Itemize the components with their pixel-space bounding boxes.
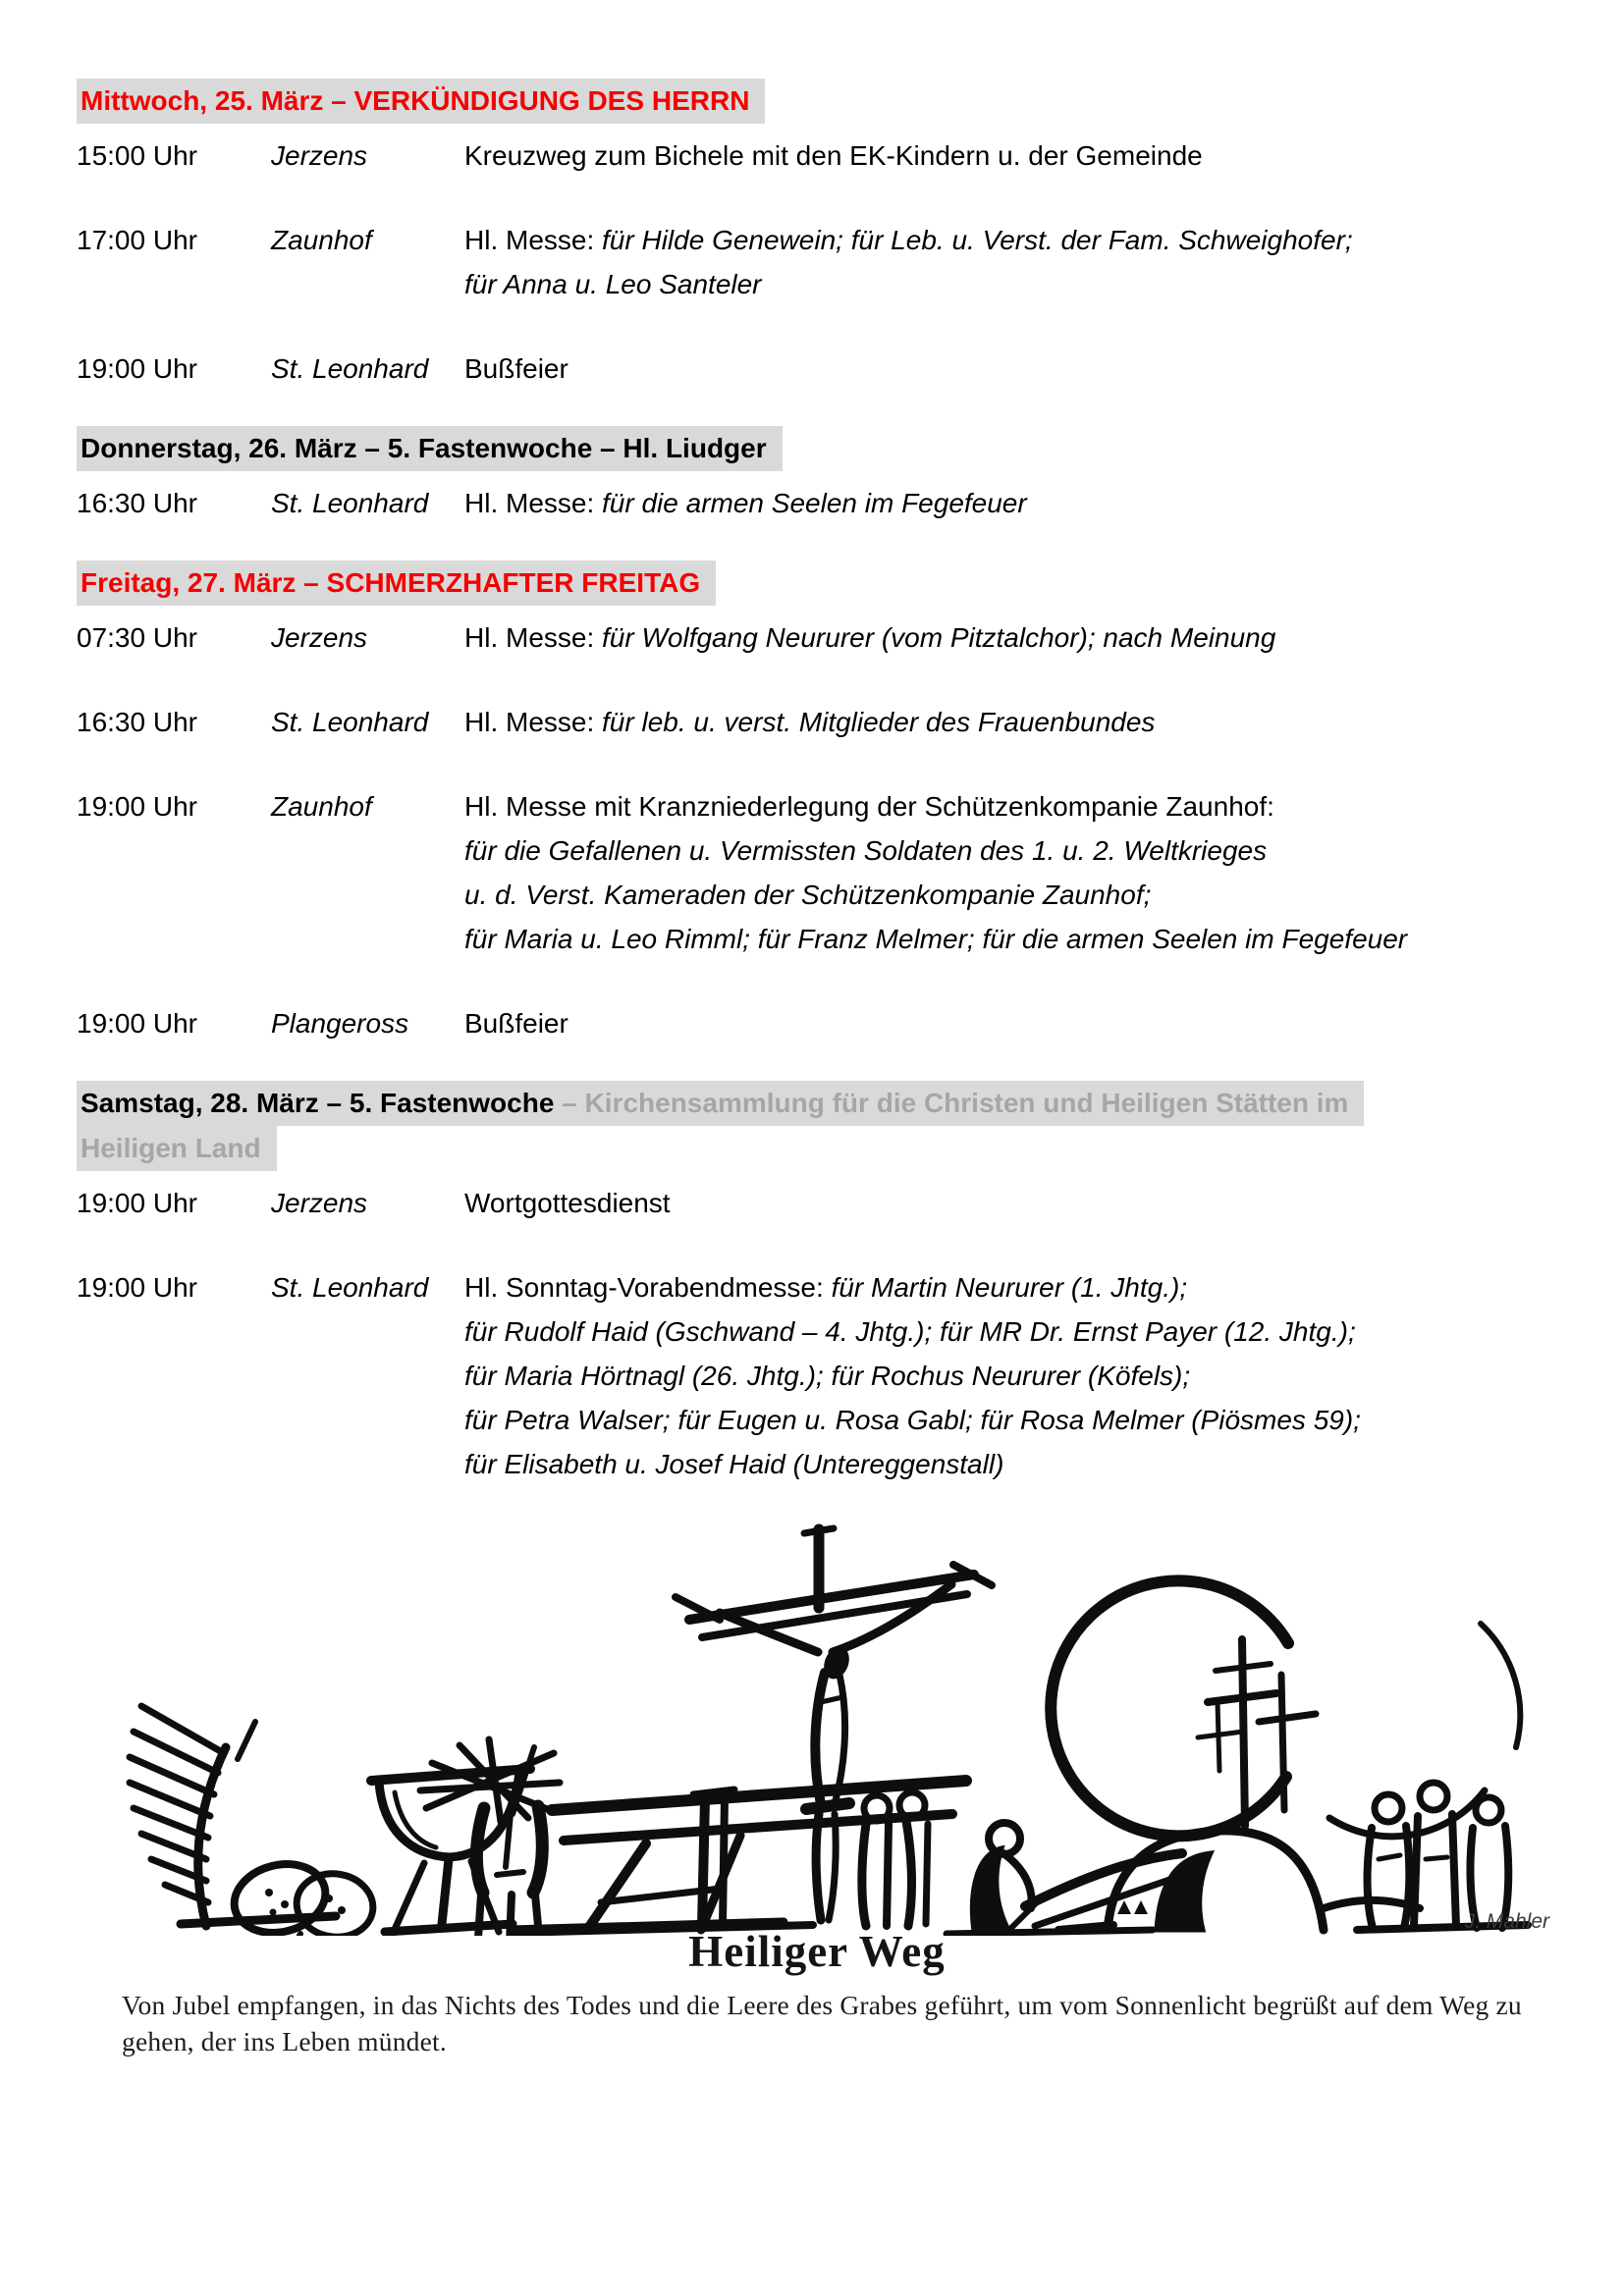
time-cell: 07:30 Uhr [77,622,197,653]
time-cell: 16:30 Uhr [77,707,197,737]
heading-highlight [77,1081,1364,1126]
description-text: für Maria Hörtnagl (26. Jhtg.); für Rochus Neururer (Köfels); [464,1361,1191,1391]
heading-text: Donnerstag, 26. März – 5. Fastenwoche – Hl. Liudger [81,433,767,463]
description-text: für leb. u. verst. Mitglieder des Frauenbundes [602,707,1156,737]
description-line [464,347,1565,391]
day-heading [77,426,1565,471]
bulletin-content [77,79,1565,2059]
location-cell: Zaunhof [271,225,372,255]
heading-highlight [77,426,783,471]
schedule-row [77,1001,1565,1045]
description-text: für Petra Walser; für Eugen u. Rosa Gabl; für Rosa Melmer (Piösmes 59); [464,1405,1361,1435]
schedule-row [77,615,1565,660]
description-text: für Martin Neururer (1. Jhtg.); [831,1272,1188,1303]
description-text: für Hilde Genewein; für Leb. u. Verst. der Fam. Schweighofer; [602,225,1353,255]
location-cell: Jerzens [271,140,368,171]
figure-title: Heiliger Weg [688,1927,946,1976]
location-cell: St. Leonhard [271,353,429,384]
schedule-row [77,218,1565,306]
time-cell: 19:00 Uhr [77,1008,197,1039]
location-cell: St. Leonhard [271,707,429,737]
heading-text: Samstag, 28. März – 5. Fastenwoche [81,1088,555,1118]
time-cell: 19:00 Uhr [77,1188,197,1218]
description-text: für Rudolf Haid (Gschwand – 4. Jhtg.); für MR Dr. Ernst Payer (12. Jhtg.); [464,1316,1356,1347]
location-cell: Jerzens [271,1188,368,1218]
schedule-row [77,347,1565,391]
description-cell [464,347,1565,391]
description-line [464,784,1565,828]
description-text: u. d. Verst. Kameraden der Schützenkompanie Zaunhof; [464,880,1152,910]
description-line [464,1265,1565,1309]
description-line [464,218,1565,262]
description-text: Wortgottesdienst [464,1188,671,1218]
time-cell: 19:00 Uhr [77,791,197,822]
day-heading-line [77,79,1565,124]
day-heading [77,561,1565,606]
heading-highlight [77,561,716,606]
description-line [464,1354,1565,1398]
description-line [464,133,1565,178]
description-text: Bußfeier [464,353,568,384]
schedule-row [77,133,1565,178]
heading-text: – Kirchensammlung für die Christen und Heiligen Stätten im [554,1088,1349,1118]
description-text: für die armen Seelen im Fegefeuer [602,488,1027,518]
calvary-crosses-sketch [1198,1639,1316,1826]
time-cell: 19:00 Uhr [77,353,197,384]
figure-caption: Von Jubel empfangen, in das Nichts des Todes und die Leere des Grabes geführt, um vom Sonnenlicht begrüßt auf dem Weg zu gehen, der ins Leben mündet. [122,1990,1522,2056]
description-text: für Anna u. Leo Santeler [464,269,762,299]
description-line [464,1309,1565,1354]
schedule-row [77,1265,1565,1486]
day-heading [77,79,1565,124]
description-text: für Wolfgang Neururer (vom Pitztalchor); nach Meinung [602,622,1276,653]
schedule-row [77,784,1565,961]
description-line [464,700,1565,744]
description-cell [464,615,1565,660]
description-cell [464,218,1565,306]
description-line [464,917,1565,961]
bread-sketch [227,1855,377,1936]
day-heading-line [77,1081,1565,1126]
description-text: Bußfeier [464,1008,568,1039]
description-cell [464,1181,1565,1225]
heading-highlight [77,79,765,124]
location-cell: St. Leonhard [271,1272,429,1303]
description-line [464,1398,1565,1442]
heiliger-weg-figure [82,1514,1551,2059]
schedule [77,79,1565,1486]
schedule-row [77,700,1565,744]
description-line [464,481,1565,525]
artist-signature: J. Mahler [1464,1910,1549,1933]
schedule-row [77,1181,1565,1225]
description-line [464,1442,1565,1486]
heading-text: Freitag, 27. März – SCHMERZHAFTER FREITAG [81,567,701,598]
description-line [464,828,1565,873]
description-text: Hl. Sonntag-Vorabendmesse: [464,1272,832,1303]
heading-text: Heiligen Land [81,1133,261,1163]
description-text: Hl. Messe mit Kranzniederlegung der Schützenkompanie Zaunhof: [464,791,1274,822]
heiliger-weg-drawing [82,1514,1551,1936]
description-cell [464,1265,1565,1486]
standing-figures-sketch [1357,1783,1528,1930]
description-line [464,262,1565,306]
description-cell [464,784,1565,961]
description-text: Hl. Messe: [464,225,603,255]
schedule-row [77,481,1565,525]
description-text: Hl. Messe: [464,488,603,518]
time-cell: 15:00 Uhr [77,140,197,171]
description-text: für Maria u. Leo Rimml; für Franz Melmer; für die armen Seelen im Fegefeuer [464,924,1408,954]
location-cell: St. Leonhard [271,488,429,518]
location-cell: Zaunhof [271,791,372,822]
description-line [464,1001,1565,1045]
description-line [464,1181,1565,1225]
description-text: Kreuzweg zum Bichele mit den EK-Kindern u. der Gemeinde [464,140,1203,171]
description-text: für die Gefallenen u. Vermissten Soldaten des 1. u. 2. Weltkrieges [464,835,1268,866]
day-heading-line [77,1126,1565,1171]
day-heading-line [77,426,1565,471]
description-cell [464,133,1565,178]
location-cell: Plangeross [271,1008,409,1039]
time-cell: 17:00 Uhr [77,225,197,255]
description-cell [464,700,1565,744]
description-text: Hl. Messe: [464,707,603,737]
day-heading [77,1081,1565,1171]
day-heading-line [77,561,1565,606]
description-line [464,615,1565,660]
heading-highlight [77,1126,277,1171]
time-cell: 19:00 Uhr [77,1272,197,1303]
description-cell [464,481,1565,525]
description-text: Hl. Messe: [464,622,603,653]
heading-text: Mittwoch, 25. März – VERKÜNDIGUNG DES HERRN [81,85,750,116]
description-cell [464,1001,1565,1045]
location-cell: Jerzens [271,622,368,653]
description-text: für Elisabeth u. Josef Haid (Untereggenstall) [464,1449,1004,1479]
description-line [464,873,1565,917]
time-cell: 16:30 Uhr [77,488,197,518]
